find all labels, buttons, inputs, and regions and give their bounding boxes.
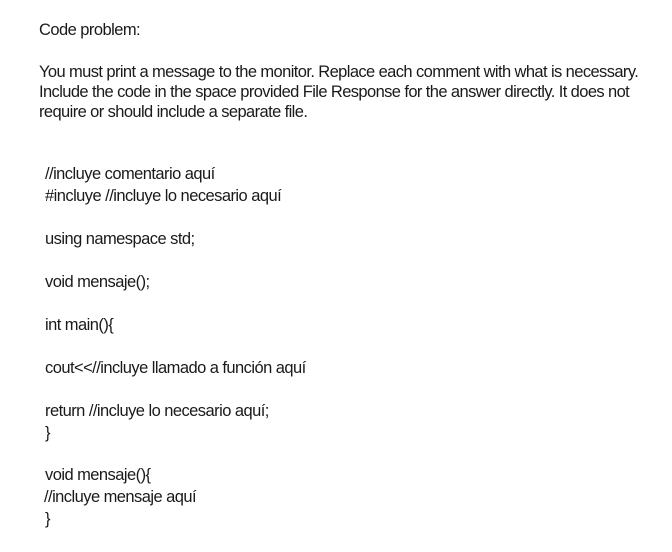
instruction-line: require or should include a separate file. [39,103,308,121]
code-line-return: return //incluye lo necesario aquí; [45,402,269,420]
code-line-include: #incluye //incluye lo necesario aquí [45,187,282,205]
code-line-cout: cout<<//incluye llamado a función aquí [45,359,306,377]
instruction-line: Include the code in the space provided File Response for the answer directly. It does not [39,83,630,101]
problem-instructions [39,62,664,122]
problem-heading: Code problem: [39,21,141,39]
code-line-function-def: void mensaje(){ [45,466,151,484]
code-line-prototype: void mensaje(); [45,273,150,291]
code-line-message-comment: //incluye mensaje aquí [44,488,197,506]
code-line-comment: //incluye comentario aquí [45,165,215,183]
instruction-line: You must print a message to the monitor. Replace each comment with what is necessary. [39,63,639,81]
code-line-close-function: } [45,510,50,528]
code-line-main: int main(){ [45,316,114,334]
code-line-namespace: using namespace std; [45,230,195,248]
code-line-close-main: } [45,424,50,442]
